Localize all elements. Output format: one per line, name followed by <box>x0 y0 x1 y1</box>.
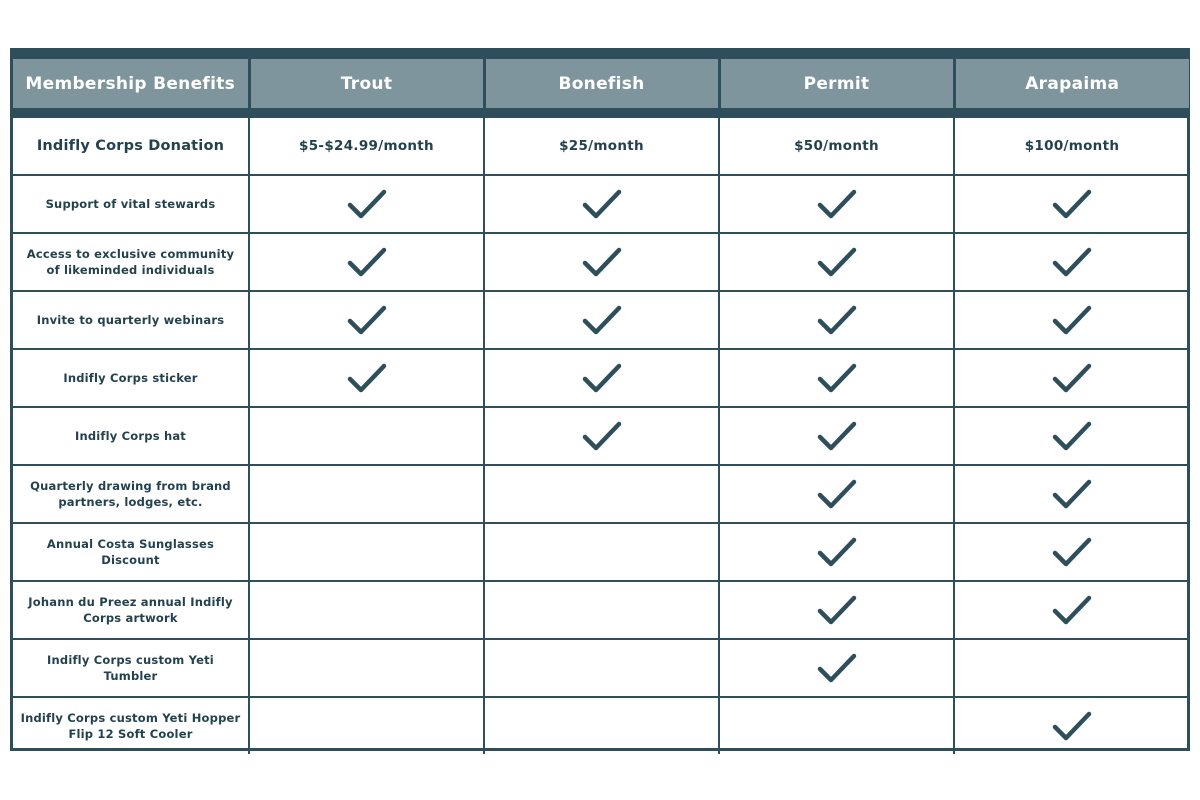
checkmark-icon <box>582 188 622 220</box>
checkmark-icon <box>1052 420 1092 452</box>
benefit-cell-arapaima <box>954 175 1189 233</box>
benefit-row <box>13 349 1189 407</box>
benefit-label: Indifly Corps sticker <box>13 349 249 407</box>
donation-row <box>13 113 1189 175</box>
checkmark-icon <box>817 652 857 684</box>
price-bonefish: $25/month <box>484 113 719 175</box>
checkmark-icon <box>817 420 857 452</box>
benefit-label: Support of vital stewards <box>13 175 249 233</box>
benefit-cell-bonefish <box>484 639 719 697</box>
price-trout: $5-$24.99/month <box>249 113 484 175</box>
benefit-cell-trout <box>249 233 484 291</box>
benefit-cell-permit <box>719 639 954 697</box>
checkmark-icon <box>817 246 857 278</box>
benefit-row <box>13 581 1189 639</box>
checkmark-icon <box>1052 536 1092 568</box>
benefit-cell-bonefish <box>484 465 719 523</box>
benefit-cell-arapaima <box>954 233 1189 291</box>
benefit-row <box>13 291 1189 349</box>
benefit-cell-permit <box>719 697 954 754</box>
benefit-cell-trout <box>249 465 484 523</box>
benefit-cell-arapaima <box>954 407 1189 465</box>
checkmark-icon <box>1052 246 1092 278</box>
checkmark-icon <box>817 188 857 220</box>
checkmark-icon <box>347 362 387 394</box>
checkmark-icon <box>817 478 857 510</box>
checkmark-icon <box>1052 710 1092 742</box>
price-permit: $50/month <box>719 113 954 175</box>
benefit-cell-trout <box>249 639 484 697</box>
checkmark-icon <box>817 362 857 394</box>
donation-label: Indifly Corps Donation <box>13 113 249 175</box>
benefit-cell-bonefish <box>484 291 719 349</box>
benefit-row <box>13 407 1189 465</box>
checkmark-icon <box>1052 188 1092 220</box>
benefit-cell-bonefish <box>484 581 719 639</box>
benefit-label: Indifly Corps hat <box>13 407 249 465</box>
benefit-cell-bonefish <box>484 523 719 581</box>
benefit-label: Indifly Corps custom Yeti Tumbler <box>13 639 249 697</box>
checkmark-icon <box>817 304 857 336</box>
checkmark-icon <box>1052 304 1092 336</box>
benefit-cell-permit <box>719 465 954 523</box>
benefit-row <box>13 465 1189 523</box>
benefit-cell-trout <box>249 407 484 465</box>
benefit-label: Indifly Corps custom Yeti Hopper Flip 12 Soft Cooler <box>13 697 249 754</box>
checkmark-icon <box>347 188 387 220</box>
checkmark-icon <box>817 536 857 568</box>
header-tier-bonefish: Bonefish <box>484 55 719 113</box>
benefit-cell-permit <box>719 349 954 407</box>
benefit-label: Johann du Preez annual Indifly Corps artwork <box>13 581 249 639</box>
benefit-label: Quarterly drawing from brand partners, lodges, etc. <box>13 465 249 523</box>
benefit-label: Invite to quarterly webinars <box>13 291 249 349</box>
benefit-cell-trout <box>249 175 484 233</box>
benefit-cell-arapaima <box>954 697 1189 754</box>
membership-benefits-table <box>10 48 1190 751</box>
benefit-row <box>13 523 1189 581</box>
checkmark-icon <box>1052 478 1092 510</box>
benefit-cell-permit <box>719 175 954 233</box>
benefit-cell-permit <box>719 407 954 465</box>
header-tier-permit: Permit <box>719 55 954 113</box>
benefit-cell-bonefish <box>484 697 719 754</box>
benefit-cell-trout <box>249 581 484 639</box>
benefit-cell-arapaima <box>954 639 1189 697</box>
benefit-row <box>13 639 1189 697</box>
benefit-cell-bonefish <box>484 175 719 233</box>
header-row <box>13 55 1189 113</box>
price-arapaima: $100/month <box>954 113 1189 175</box>
checkmark-icon <box>1052 594 1092 626</box>
benefit-row <box>13 233 1189 291</box>
benefit-row <box>13 697 1189 754</box>
benefit-cell-permit <box>719 581 954 639</box>
header-tier-arapaima: Arapaima <box>954 55 1189 113</box>
checkmark-icon <box>1052 362 1092 394</box>
benefit-cell-trout <box>249 349 484 407</box>
benefit-cell-trout <box>249 291 484 349</box>
benefit-cell-arapaima <box>954 349 1189 407</box>
benefit-cell-permit <box>719 523 954 581</box>
benefit-cell-permit <box>719 291 954 349</box>
benefit-cell-arapaima <box>954 523 1189 581</box>
benefit-cell-bonefish <box>484 233 719 291</box>
header-membership-benefits: Membership Benefits <box>13 55 249 113</box>
checkmark-icon <box>347 304 387 336</box>
checkmark-icon <box>817 594 857 626</box>
checkmark-icon <box>347 246 387 278</box>
benefit-label: Access to exclusive community of likeminded individuals <box>13 233 249 291</box>
benefit-cell-arapaima <box>954 581 1189 639</box>
benefit-cell-permit <box>719 233 954 291</box>
header-tier-trout: Trout <box>249 55 484 113</box>
checkmark-icon <box>582 304 622 336</box>
checkmark-icon <box>582 246 622 278</box>
checkmark-icon <box>582 420 622 452</box>
benefit-cell-trout <box>249 697 484 754</box>
benefit-cell-bonefish <box>484 349 719 407</box>
benefit-row <box>13 175 1189 233</box>
benefit-cell-arapaima <box>954 465 1189 523</box>
benefit-cell-arapaima <box>954 291 1189 349</box>
checkmark-icon <box>582 362 622 394</box>
benefits-grid <box>13 51 1189 754</box>
benefit-cell-bonefish <box>484 407 719 465</box>
benefit-cell-trout <box>249 523 484 581</box>
benefit-label: Annual Costa Sunglasses Discount <box>13 523 249 581</box>
